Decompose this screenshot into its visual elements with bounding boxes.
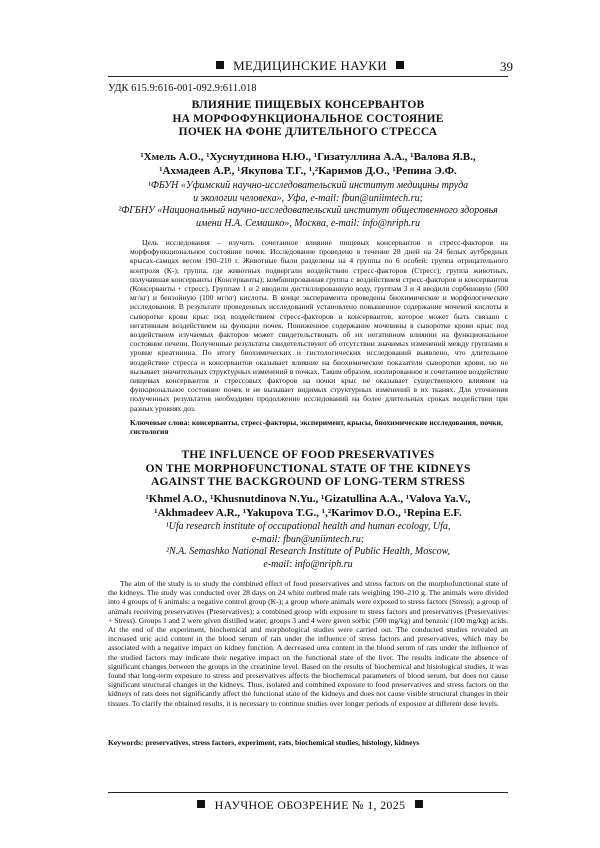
- en-affil-line: e-mail: fbun@uniimtech.ru;: [251, 533, 365, 545]
- ru-affil-line: ²ФГБНУ «Национальный научно-исследовательский институт общественного здоровья: [118, 205, 498, 216]
- ru-title-line: НА МОРФОФУНКЦИОНАЛЬНОЕ СОСТОЯНИЕ: [172, 112, 444, 125]
- page-number: 39: [500, 59, 513, 74]
- en-title-line: AGAINST THE BACKGROUND OF LONG-TERM STRESS: [151, 476, 465, 488]
- ru-affil-line: ¹ФБУН «Уфимский научно-исследовательский институт медицины труда: [147, 180, 469, 191]
- header-rule: [108, 76, 508, 77]
- udk-code: УДК 615.9:616-001-092.9:611.018: [108, 83, 257, 94]
- en-authors-line: ¹Akhmadeev A.R., ¹Yakupova T.G., ¹,²Karimov D.O., ¹Repina E.F.: [154, 507, 462, 519]
- running-header: [120, 58, 500, 74]
- en-title-line: ON THE MORPHOFUNCTIONAL STATE OF THE KIDNEYS: [145, 462, 471, 475]
- running-footer: [120, 798, 500, 813]
- en-title-line: THE INFLUENCE OF FOOD PRESERVATIVES: [181, 449, 435, 461]
- ru-title-line: ВЛИЯНИЕ ПИЩЕВЫХ КОНСЕРВАНТОВ: [191, 99, 425, 111]
- journal-section: МЕДИЦИНСКИЕ НАУКИ: [233, 58, 387, 73]
- ru-affil-line: имени Н.А. Семашко», Москва, e-mail: info@nriph.ru: [195, 217, 421, 229]
- ru-affiliations: [108, 180, 508, 230]
- footer-issue: № 1,: [352, 798, 377, 812]
- ru-keywords-text: консерванты, стресс-факторы, эксперимент, крысы, биохимические исследования, почки, гистология: [130, 418, 503, 437]
- footer-year: 2025: [380, 798, 406, 812]
- ru-authors-line: ¹Хмель А.О., ¹Хуснутдинова Н.Ю., ¹Гизатуллина А.А., ¹Валова Я.В.,: [140, 151, 476, 163]
- en-affiliations: [108, 521, 508, 571]
- ru-title-line: ПОЧЕК НА ФОНЕ ДЛИТЕЛЬНОГО СТРЕССА: [178, 126, 438, 138]
- en-affil-line: ²N.A. Semashko National Research Institute of Public Health, Moscow,: [165, 546, 451, 557]
- en-authors: [108, 492, 508, 520]
- en-affil-line: e-mail: info@nriph.ru: [263, 558, 353, 570]
- ru-authors: [108, 150, 508, 178]
- ru-abstract: Цель исследования – изучить сочетанное влияние пищевых консервантов и стресс-факторов на морфофункциональное состояние почек. Исследование проведено в течение 28 дней на 24 белых аутбредных крысах-самцах весом 190–210 г. Животные были разделены на 4 группы по 6 особей: группа отрицательного контроля (К-); группа, где животных подвергали воздействию стресс-факторов (Стресс); группа животных, получавшая консерванты (Консерванты); комбинированная группа с воздействием стресс-факторов и консервантов (Консерванты + стресс). Группам 1 и 2 вводили дистиллированную воду, группам 3 и 4 вводили сорбиновую (500 мг/кг) и бензойную (100 мг/кг) кислоты. В конце эксперимента проведены биохимические и морфологические исследования. В результате проведенных исследований установлено повышенное содержание мочевой кислоты в сыворотке крови крыс под воздействием стресс-факторов и консервантов, которое может быть связано с негативным воздействием на функции почек. Пониженное содержание мочевины в сыворотке крови крыс под воздействием изучаемых факторов может свидетельствовать об их негативном влиянии на функциональное состояние печени. Полученные результаты свидетельствуют об отсутствии значимых изменений между группами в уровне креатинина. По итогу биохимических и гистологических исследований выявлено, что длительное воздействие стресса и консервантов оказывает влияние на биохимические показатели сыворотки крови, но не вызывает значительных структурных изменений в почках. Таким образом, изолированное и сочетанное воздействие пищевых консервантов и стрессовых факторов на почки крыс не оказывает существенного влияния на функциональное состояние почек и не вызывает видимых структурных изменений в их тканях. Для уточнения полученных результатов необходимо продолжение исследований на более длительных сроках воздействия при разных уровнях доз.: [130, 238, 508, 413]
- square-bullet-icon: [197, 800, 205, 808]
- en-keywords: [108, 738, 508, 747]
- square-bullet-icon: [216, 61, 224, 69]
- ru-affil-line: и экологии человека», Уфа, e-mail: fbun@uniimtech.ru;: [193, 192, 423, 204]
- ru-keywords: [130, 418, 508, 436]
- square-bullet-icon: [415, 800, 423, 808]
- square-bullet-icon: [396, 61, 404, 69]
- en-abstract: The aim of the study is to study the combined effect of food preservatives and stress factors on the morphofunctional state of the kidneys. The study was conducted over 28 days on 24 white outbred male rats weighing 190–210 g. The animals were divided into 4 groups of 6 animals: a negative control group (K-); a group where animals were exposed to stress factors (Stress); a group of animals receiving preservatives (Preservatives); a combined group with exposure to stress factors and preservatives (Preservatives + Stress). Groups 1 and 2 were given distilled water, groups 3 and 4 were given sorbic (500 mg/kg) and benzoic (100 mg/kg) acids. At the end of the experiment, biochemical and morphological studies were carried out. The conducted studies revealed an increased uric acid content in the blood serum of rats under the influence of stress factors and preservatives, which may be associated with a negative impact on kidney function. A decreased urea content in the blood serum of rats under the influence of the studied factors may indicate their negative impact on the functional state of the liver. The results indicate the absence of significant changes between the groups in the creatinine level. Based on the results of biochemical and histological studies, it was found that long-term exposure to stress and preservatives affects the biochemical parameters of blood serum, but does not cause significant structural changes in the kidneys. Thus, isolated and combined exposure to food preservatives and stress factors on the kidneys of rats does not significantly affect the functional state of the kidneys and does not cause visible structural changes in their tissues. To clarify the obtained results, it is necessary to continue studies over longer periods of exposure at different dose levels.: [108, 579, 508, 708]
- en-affil-line: ¹Ufa research institute of occupational health and human ecology, Ufa,: [165, 521, 451, 532]
- ru-authors-line: ¹Ахмадеев А.Р., ¹Якупова Т.Г., ¹,²Каримов Д.О., ¹Репина Э.Ф.: [159, 165, 457, 177]
- en-keywords-label: Keywords:: [108, 738, 144, 747]
- footer-journal: НАУЧНОЕ ОБОЗРЕНИЕ: [214, 798, 349, 812]
- ru-keywords-label: Ключевые слова:: [130, 418, 190, 427]
- en-title: [108, 449, 508, 490]
- footer-rule: [108, 792, 508, 793]
- en-authors-line: ¹Khmel A.O., ¹Khusnutdinova N.Yu., ¹Gizatullina A.A., ¹Valova Ya.V.,: [145, 493, 471, 505]
- en-keywords-text: preservatives, stress factors, experiment, rats, biochemical studies, histology, kidneys: [145, 738, 420, 747]
- ru-title: [108, 99, 508, 140]
